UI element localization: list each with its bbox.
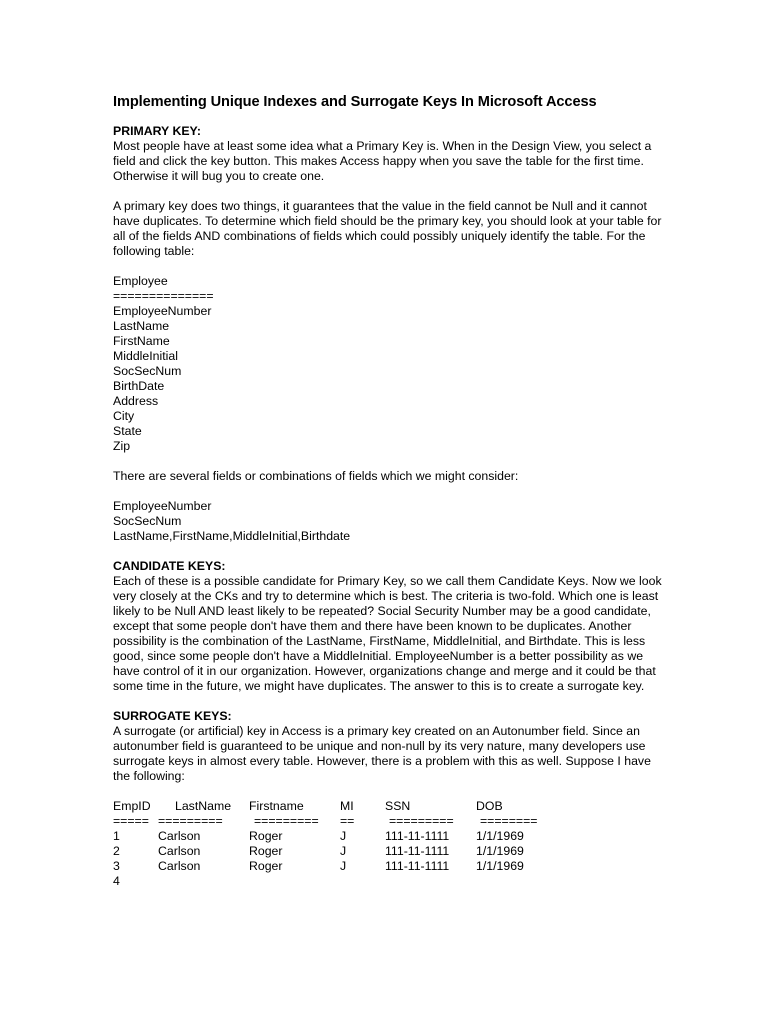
candidate-keys-paragraph: Each of these is a possible candidate for Primary Key, so we call them Candidate Keys. Now we look very closely at the CKs and try to determine which is best. The criteria is two-fold. Which one is least likely to be Null AND least likely to be repeated? Social Security Number may be a good candidate, except that some people don't have them and there have been known to be duplicates. Another possibility is the combination of the LastName, FirstName, MiddleInitial, and Birthdate. This is less good, since some people don't have a MiddleInitial. EmployeeNumber is a better possibility as we have control of it in our organization. However, organizations change and merge and it could be that some time in the future, we might have duplicates. The answer to this is to create a surrogate key. [113,574,662,693]
table-cell [385,874,476,889]
table-row [113,874,556,889]
document-title: Implementing Unique Indexes and Surrogate Keys In Microsoft Access [113,94,597,110]
table-cell: 2 [113,844,120,858]
list-item: EmployeeNumber [113,499,212,513]
table-cell: Roger [249,844,283,858]
list-item: SocSecNum [113,514,182,528]
table-cell: J [340,844,347,858]
table-cell: 1/1/1969 [476,859,524,873]
table-cell [249,874,340,889]
table-separator-cell: ========= [254,814,319,828]
table-cell: 111-11-1111 [385,829,450,843]
list-item: MiddleInitial [113,349,178,363]
surrogate-keys-paragraph: A surrogate (or artificial) key in Access is a primary key created on an Autonumber field. Since an autonumber field is guaranteed to be unique and non-null by its very nature, many developers use surrogate keys in almost every table. However, there is a problem with this as well. Suppose I have the following: [113,724,651,783]
document-body [113,92,663,889]
table-cell [158,874,249,889]
table-row [113,844,556,859]
table-row [113,829,556,844]
primary-key-paragraph-1: Most people have at least some idea what a Primary Key is. When in the Design View, you select a field and click the key button. This makes Access happy when you save the table for the first time. Otherwise it will bug you to create one. [113,139,652,183]
table-header-cell: MI [340,799,354,813]
table-cell: 111-11-1111 [385,859,450,873]
table-separator-cell: == [340,814,355,828]
table-cell: Carlson [158,829,201,843]
candidate-list [113,499,663,544]
table-row [113,859,556,874]
table-cell: 1/1/1969 [476,844,524,858]
list-item: Zip [113,439,131,453]
list-item: BirthDate [113,379,165,393]
list-item: ============== [113,289,214,303]
table-cell: 4 [113,874,120,888]
employee-field-list [113,274,663,454]
list-item: SocSecNum [113,364,182,378]
table-cell: J [340,859,347,873]
list-item: FirstName [113,334,170,348]
list-item: LastName,FirstName,MiddleInitial,Birthdate [113,529,351,543]
table-cell: J [340,829,347,843]
list-item: Address [113,394,159,408]
employee-table [113,799,556,889]
consider-paragraph: There are several fields or combinations of fields which we might consider: [113,469,519,483]
table-separator-cell: ========= [389,814,454,828]
table-cell [476,874,556,889]
primary-key-paragraph-2: A primary key does two things, it guarantees that the value in the field cannot be Null and it cannot have duplicates. To determine which field should be the primary key, you should look at your table for all of the fields AND combinations of fields which could possibly uniquely identify the table. For the following table: [113,199,662,258]
table-separator-cell: ========= [158,814,223,828]
table-cell: 1/1/1969 [476,829,524,843]
table-separator-cell: ======== [480,814,538,828]
list-item: EmployeeNumber [113,304,212,318]
table-header-cell: Firstname [249,799,304,813]
candidate-keys-heading: CANDIDATE KEYS: [113,559,226,573]
table-cell: Carlson [158,844,201,858]
table-cell: 3 [113,859,120,873]
table-separator-cell: ===== [113,814,149,828]
list-item: State [113,424,142,438]
surrogate-keys-heading: SURROGATE KEYS: [113,709,232,723]
table-header-cell: DOB [476,799,503,813]
table-cell: 1 [113,829,120,843]
table-header-row [113,799,556,814]
primary-key-heading: PRIMARY KEY: [113,124,201,138]
list-item: LastName [113,319,170,333]
table-header-cell: SSN [385,799,411,813]
list-item: Employee [113,274,168,288]
table-separator-row [113,814,556,829]
table-header-cell: LastName [175,799,232,813]
table-cell: Carlson [158,859,201,873]
table-cell: 111-11-1111 [385,844,450,858]
table-cell [340,874,385,889]
table-cell: Roger [249,859,283,873]
table-cell: Roger [249,829,283,843]
table-header-cell: EmpID [113,799,151,813]
list-item: City [113,409,135,423]
